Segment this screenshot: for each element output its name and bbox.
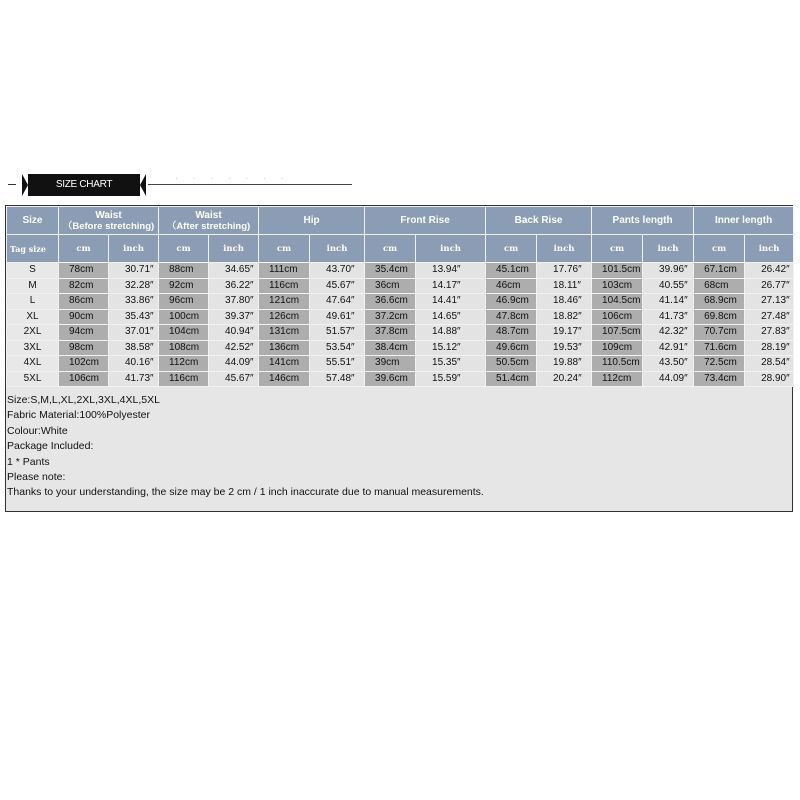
table-row	[7, 294, 794, 310]
cm-value-cell: 98cm	[59, 340, 109, 356]
cm-value-cell: 100cm	[159, 309, 209, 325]
unit-cm: cm	[592, 235, 643, 263]
inch-value-cell: 30.71″	[109, 263, 159, 279]
unit-inch: inch	[643, 235, 694, 263]
inch-value-cell: 42.52″	[209, 340, 259, 356]
size-cell: 5XL	[7, 371, 59, 387]
cm-value-cell: 49.6cm	[486, 340, 537, 356]
note-colour: Colour:White	[7, 424, 68, 437]
cm-value-cell: 68.9cm	[694, 294, 745, 310]
inch-value-cell: 26.42″	[745, 263, 794, 279]
back-rise-header: Back Rise	[486, 207, 592, 235]
size-cell: L	[7, 294, 59, 310]
inch-value-cell: 42.32″	[643, 325, 694, 341]
inch-value-cell: 32.28″	[109, 278, 159, 294]
inch-value-cell: 19.88″	[537, 356, 592, 372]
inch-value-cell: 33.86″	[109, 294, 159, 310]
inch-value-cell: 19.17″	[537, 325, 592, 341]
banner-notch-right	[140, 174, 146, 196]
cm-value-cell: 45.1cm	[486, 263, 537, 279]
banner-rule	[148, 184, 352, 185]
cm-value-cell: 39.6cm	[365, 371, 416, 387]
table-row	[7, 325, 794, 341]
inch-value-cell: 39.37″	[209, 309, 259, 325]
size-cell: XL	[7, 309, 59, 325]
cm-value-cell: 90cm	[59, 309, 109, 325]
inch-value-cell: 45.67″	[209, 371, 259, 387]
table-row	[7, 340, 794, 356]
cm-value-cell: 101.5cm	[592, 263, 643, 279]
cm-value-cell: 104cm	[159, 325, 209, 341]
cm-value-cell: 88cm	[159, 263, 209, 279]
inch-value-cell: 15.35″	[416, 356, 486, 372]
cm-value-cell: 47.8cm	[486, 309, 537, 325]
cm-value-cell: 86cm	[59, 294, 109, 310]
unit-inch: inch	[109, 235, 159, 263]
cm-value-cell: 37.8cm	[365, 325, 416, 341]
unit-cm: cm	[159, 235, 209, 263]
unit-inch: inch	[310, 235, 365, 263]
inch-value-cell: 45.67″	[310, 278, 365, 294]
waist-before-header: Waist （Before stretching)	[59, 207, 159, 235]
unit-cm: cm	[365, 235, 416, 263]
cm-value-cell: 71.6cm	[694, 340, 745, 356]
unit-inch: inch	[745, 235, 794, 263]
cm-value-cell: 36.6cm	[365, 294, 416, 310]
inch-value-cell: 14.88″	[416, 325, 486, 341]
unit-cm: cm	[694, 235, 745, 263]
inch-value-cell: 44.09″	[643, 371, 694, 387]
cm-value-cell: 68cm	[694, 278, 745, 294]
cm-value-cell: 37.2cm	[365, 309, 416, 325]
inch-value-cell: 40.55″	[643, 278, 694, 294]
cm-value-cell: 126cm	[259, 309, 310, 325]
note-disclaimer: Thanks to your understanding, the size may be 2 cm / 1 inch inaccurate due to manual measurements.	[7, 486, 484, 499]
cm-value-cell: 73.4cm	[694, 371, 745, 387]
inch-value-cell: 39.96″	[643, 263, 694, 279]
note-sizes: Size:S,M,L,XL,2XL,3XL,4XL,5XL	[7, 394, 160, 406]
cm-value-cell: 108cm	[159, 340, 209, 356]
inch-value-cell: 20.24″	[537, 371, 592, 387]
table-unit-row	[7, 235, 794, 263]
unit-inch: inch	[537, 235, 592, 263]
product-notes	[6, 393, 786, 501]
banner-tag	[22, 174, 146, 196]
table-row	[7, 309, 794, 325]
pants-length-header: Pants length	[592, 207, 694, 235]
table-row	[7, 263, 794, 279]
inch-value-cell: 13.94″	[416, 263, 486, 279]
inch-value-cell: 51.57″	[310, 325, 365, 341]
cm-value-cell: 67.1cm	[694, 263, 745, 279]
inch-value-cell: 37.01″	[109, 325, 159, 341]
inch-value-cell: 18.46″	[537, 294, 592, 310]
inch-value-cell: 14.41″	[416, 294, 486, 310]
cm-value-cell: 116cm	[159, 371, 209, 387]
cm-value-cell: 50.5cm	[486, 356, 537, 372]
inch-value-cell: 18.11″	[537, 278, 592, 294]
unit-inch: inch	[209, 235, 259, 263]
inch-value-cell: 43.50″	[643, 356, 694, 372]
inch-value-cell: 28.19″	[745, 340, 794, 356]
cm-value-cell: 109cm	[592, 340, 643, 356]
size-table-body	[7, 263, 794, 387]
inch-value-cell: 19.53″	[537, 340, 592, 356]
inch-value-cell: 44.09″	[209, 356, 259, 372]
tag-size-label: Tag size	[7, 235, 59, 263]
inch-value-cell: 27.83″	[745, 325, 794, 341]
inch-value-cell: 41.73″	[643, 309, 694, 325]
table-row	[7, 278, 794, 294]
cm-value-cell: 82cm	[59, 278, 109, 294]
inch-value-cell: 41.73″	[109, 371, 159, 387]
inch-value-cell: 40.94″	[209, 325, 259, 341]
cm-value-cell: 103cm	[592, 278, 643, 294]
banner-dots: ·······	[175, 174, 299, 183]
inch-value-cell: 34.65″	[209, 263, 259, 279]
inch-value-cell: 26.77″	[745, 278, 794, 294]
cm-value-cell: 116cm	[259, 278, 310, 294]
inch-value-cell: 38.58″	[109, 340, 159, 356]
banner-dash	[8, 184, 16, 185]
inner-length-header: Inner length	[694, 207, 794, 235]
cm-value-cell: 48.7cm	[486, 325, 537, 341]
cm-value-cell: 110.5cm	[592, 356, 643, 372]
table-header-row	[7, 207, 794, 235]
cm-value-cell: 51.4cm	[486, 371, 537, 387]
inch-value-cell: 18.82″	[537, 309, 592, 325]
size-column-header: Size	[7, 207, 59, 235]
inch-value-cell: 36.22″	[209, 278, 259, 294]
inch-value-cell: 28.90″	[745, 371, 794, 387]
hip-header: Hip	[259, 207, 365, 235]
cm-value-cell: 72.5cm	[694, 356, 745, 372]
cm-value-cell: 112cm	[592, 371, 643, 387]
inch-value-cell: 43.70″	[310, 263, 365, 279]
cm-value-cell: 146cm	[259, 371, 310, 387]
inch-value-cell: 57.48″	[310, 371, 365, 387]
inch-value-cell: 15.12″	[416, 340, 486, 356]
size-cell: S	[7, 263, 59, 279]
cm-value-cell: 141cm	[259, 356, 310, 372]
cm-value-cell: 131cm	[259, 325, 310, 341]
size-cell: 4XL	[7, 356, 59, 372]
inch-value-cell: 40.16″	[109, 356, 159, 372]
inch-value-cell: 55.51″	[310, 356, 365, 372]
cm-value-cell: 36cm	[365, 278, 416, 294]
cm-value-cell: 121cm	[259, 294, 310, 310]
inch-value-cell: 17.76″	[537, 263, 592, 279]
inch-value-cell: 27.48″	[745, 309, 794, 325]
cm-value-cell: 107.5cm	[592, 325, 643, 341]
note-package-heading: Package Included:	[7, 440, 94, 453]
unit-cm: cm	[486, 235, 537, 263]
front-rise-header: Front Rise	[365, 207, 486, 235]
cm-value-cell: 106cm	[59, 371, 109, 387]
cm-value-cell: 136cm	[259, 340, 310, 356]
unit-inch: inch	[416, 235, 486, 263]
inch-value-cell: 37.80″	[209, 294, 259, 310]
waist-after-header: Waist （After stretching)	[159, 207, 259, 235]
inch-value-cell: 27.13″	[745, 294, 794, 310]
note-fabric: Fabric Material:100%Polyester	[7, 409, 150, 422]
cm-value-cell: 92cm	[159, 278, 209, 294]
inch-value-cell: 14.17″	[416, 278, 486, 294]
size-cell: 2XL	[7, 325, 59, 341]
cm-value-cell: 112cm	[159, 356, 209, 372]
size-chart-panel	[5, 205, 793, 512]
note-please-note: Please note:	[7, 471, 66, 484]
note-package-item: 1 * Pants	[7, 455, 50, 468]
inch-value-cell: 28.54″	[745, 356, 794, 372]
inch-value-cell: 49.61″	[310, 309, 365, 325]
cm-value-cell: 69.8cm	[694, 309, 745, 325]
cm-value-cell: 102cm	[59, 356, 109, 372]
inch-value-cell: 53.54″	[310, 340, 365, 356]
inch-value-cell: 42.91″	[643, 340, 694, 356]
unit-cm: cm	[59, 235, 109, 263]
cm-value-cell: 46.9cm	[486, 294, 537, 310]
cm-value-cell: 111cm	[259, 263, 310, 279]
size-chart-banner	[0, 170, 360, 200]
cm-value-cell: 39cm	[365, 356, 416, 372]
cm-value-cell: 104.5cm	[592, 294, 643, 310]
inch-value-cell: 35.43″	[109, 309, 159, 325]
size-table	[6, 206, 794, 387]
table-row	[7, 356, 794, 372]
table-row	[7, 371, 794, 387]
cm-value-cell: 94cm	[59, 325, 109, 341]
inch-value-cell: 14.65″	[416, 309, 486, 325]
banner-label: SIZE CHART	[28, 174, 140, 196]
cm-value-cell: 35.4cm	[365, 263, 416, 279]
cm-value-cell: 70.7cm	[694, 325, 745, 341]
size-cell: 3XL	[7, 340, 59, 356]
cm-value-cell: 78cm	[59, 263, 109, 279]
cm-value-cell: 96cm	[159, 294, 209, 310]
unit-cm: cm	[259, 235, 310, 263]
cm-value-cell: 46cm	[486, 278, 537, 294]
cm-value-cell: 106cm	[592, 309, 643, 325]
inch-value-cell: 41.14″	[643, 294, 694, 310]
inch-value-cell: 47.64″	[310, 294, 365, 310]
size-cell: M	[7, 278, 59, 294]
cm-value-cell: 38.4cm	[365, 340, 416, 356]
inch-value-cell: 15.59″	[416, 371, 486, 387]
